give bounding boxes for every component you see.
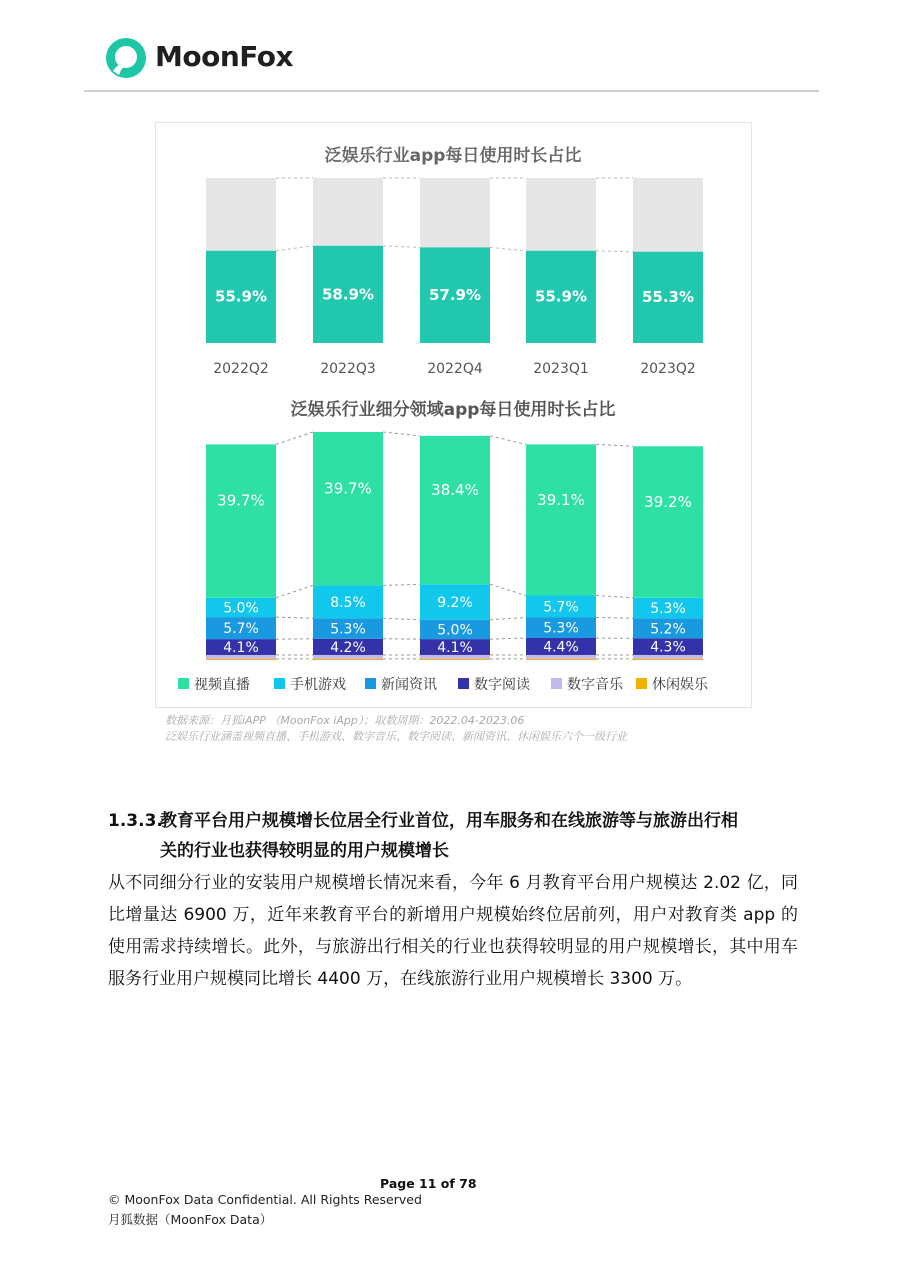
chart2-legend-label: 数字阅读 <box>474 677 530 693</box>
company-line: 月狐数据（MoonFox Data） <box>108 1212 273 1227</box>
chart2-bar-segment <box>526 444 596 595</box>
charts-canvas <box>156 123 751 707</box>
chart2-legend-label: 手机游戏 <box>290 677 346 693</box>
chart2-data-label: 5.0% <box>437 622 473 639</box>
chart2-bar-segment <box>633 446 703 597</box>
logo-wordmark: MoonFox <box>155 40 294 73</box>
chart1-data-label: 55.3% <box>641 287 695 306</box>
chart2-connector <box>383 584 420 585</box>
chart2-legend-swatch <box>458 678 469 689</box>
chart2-data-label: 5.3% <box>650 601 686 618</box>
chart2-data-label: 4.2% <box>330 639 366 656</box>
chart2-data-label: 4.3% <box>650 639 686 656</box>
chart2-bar-segment <box>526 659 596 660</box>
chart2-bar-segment <box>633 659 703 660</box>
chart2-legend-swatch <box>274 678 285 689</box>
chart2-legend-label: 视频直播 <box>194 677 250 693</box>
chart2-data-label: 39.7% <box>217 491 265 510</box>
chart2-legend-swatch <box>551 678 562 689</box>
chart2-title: 泛娱乐行业细分领域app每日使用时长占比 <box>290 400 616 420</box>
chart2-connector <box>383 618 420 620</box>
chart2-data-label: 5.3% <box>330 621 366 638</box>
chart2-connector <box>490 436 526 445</box>
chart1-tick-label: 2023Q2 <box>640 361 696 377</box>
chart2-legend-label: 休闲娱乐 <box>652 677 708 693</box>
chart1-connector <box>276 246 313 251</box>
chart2-data-label: 38.4% <box>431 481 479 500</box>
chart2-connector <box>490 638 526 639</box>
chart1-tick-label: 2023Q1 <box>533 361 589 377</box>
body-paragraph: 从不同细分行业的安装用户规模增长情况来看，今年 6 月教育平台用户规模达 2.02 亿，同比增量达 6900 万，近年来教育平台的新增用户规模始终位居前列，用户对教育类 app 的使用需求持续增长。此外，与旅游出行相关的行业也获得较明显的用户规模增长，其中用车服务行业用户规模同比增长 4400 万，在线旅游行业用户规模增长 3300 万。 <box>108 873 798 989</box>
page-header <box>0 0 904 96</box>
chart2-connector <box>596 595 633 597</box>
chart2-legend-swatch <box>636 678 647 689</box>
chart2-data-label: 39.7% <box>324 479 372 498</box>
chart2-connector <box>596 617 633 618</box>
chart1-data-label: 55.9% <box>534 287 588 306</box>
chart2-data-label: 5.0% <box>223 600 259 617</box>
chart2-legend-swatch <box>178 678 189 689</box>
chart1-connector <box>490 247 526 250</box>
section-heading-line2: 关的行业也获得较明显的用户规模增长 <box>160 841 449 861</box>
chart2-data-label: 39.2% <box>644 492 692 511</box>
chart2-connector <box>383 432 420 436</box>
chart1-tick-label: 2022Q3 <box>320 361 376 377</box>
chart-card <box>155 122 752 708</box>
chart2-connector <box>596 444 633 446</box>
chart2-data-label: 4.4% <box>543 639 579 656</box>
chart2-data-label: 4.1% <box>223 640 259 657</box>
chart2-data-label: 4.1% <box>437 640 473 657</box>
chart2-bar-segment <box>420 436 490 584</box>
chart2-data-label: 5.3% <box>543 620 579 637</box>
chart2-bar-segment <box>313 432 383 585</box>
header-divider <box>84 90 819 92</box>
section-heading-line1: 教育平台用户规模增长位居全行业首位，用车服务和在线旅游等与旅游出行相 <box>160 811 738 831</box>
chart1-data-label: 57.9% <box>428 286 482 305</box>
moonfox-logo-icon <box>105 37 147 79</box>
chart2-data-label: 5.7% <box>223 621 259 638</box>
chart2-data-label: 5.2% <box>650 621 686 638</box>
section-heading <box>108 806 808 866</box>
chart1-title: 泛娱乐行业app每日使用时长占比 <box>324 146 582 166</box>
chart1-data-label: 55.9% <box>214 287 268 306</box>
chart2-legend-swatch <box>365 678 376 689</box>
chart2-connector <box>276 617 313 618</box>
chart2-connector <box>490 617 526 619</box>
chart2-bar-segment <box>526 655 596 659</box>
chart2-data-label: 39.1% <box>537 490 585 509</box>
page-number: Page 11 of 78 <box>380 1176 477 1191</box>
chart2-bar-segment <box>420 659 490 660</box>
chart1-connector <box>596 251 633 252</box>
chart2-bar-segment <box>313 659 383 660</box>
industry-scope-note: 泛娱乐行业涵盖视频直播、手机游戏、数字音乐、数字阅读、新闻资讯、休闲娱乐六个一级行业 <box>165 730 627 743</box>
copyright-line: © MoonFox Data Confidential. All Rights Reserved <box>108 1192 422 1207</box>
chart1-tick-label: 2022Q4 <box>427 361 483 377</box>
section-number: 1.3.3. <box>108 811 163 831</box>
data-source-note: 数据来源：月狐iAPP （MoonFox iApp）；取数周期：2022.04-2023.06 <box>165 714 525 727</box>
chart2-connector <box>276 585 313 597</box>
chart2-connector <box>276 432 313 444</box>
chart2-connector <box>490 584 526 595</box>
chart2-data-label: 9.2% <box>437 595 473 612</box>
chart2-data-label: 5.7% <box>543 599 579 616</box>
chart1-connector <box>383 246 420 248</box>
chart2-data-label: 8.5% <box>330 594 366 611</box>
chart2-legend-label: 数字音乐 <box>567 677 623 693</box>
chart2-bar-segment <box>206 659 276 660</box>
chart1-tick-label: 2022Q2 <box>213 361 269 377</box>
chart2-legend-label: 新闻资讯 <box>381 677 437 693</box>
chart1-data-label: 58.9% <box>321 285 375 304</box>
chart2-bar-segment <box>206 444 276 597</box>
